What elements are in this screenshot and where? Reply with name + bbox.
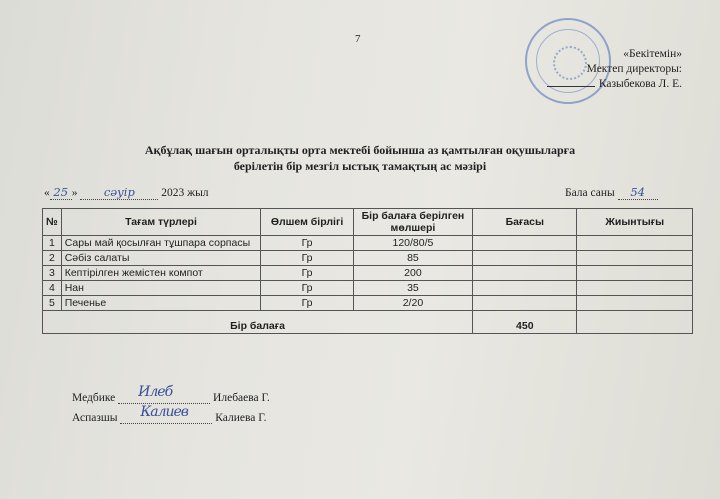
header-unit: Өлшем бірлігі	[261, 209, 354, 236]
header-total: Жиынтығы	[577, 209, 693, 236]
row-total	[577, 296, 693, 311]
row-price	[473, 296, 577, 311]
approval-role: Мектеп директоры:	[586, 63, 682, 75]
approval-name: Казыбекова Л. Е.	[598, 78, 682, 90]
row-total	[577, 266, 693, 281]
table-row	[43, 266, 693, 281]
total-value: 450	[473, 311, 577, 334]
children-count-value: 54	[618, 185, 658, 200]
row-dish: Печенье	[61, 296, 261, 311]
date-field	[44, 185, 209, 200]
row-dish: Нан	[61, 281, 261, 296]
row-portion: 200	[353, 266, 472, 281]
row-number: 2	[43, 251, 62, 266]
row-portion: 85	[353, 251, 472, 266]
row-portion: 2/20	[353, 296, 472, 311]
page-number: 7	[355, 33, 361, 45]
date-day: 25	[50, 185, 72, 200]
row-portion: 120/80/5	[353, 236, 472, 251]
nurse-signature	[72, 384, 270, 404]
row-number: 4	[43, 281, 62, 296]
document-title	[0, 142, 720, 174]
row-number: 5	[43, 296, 62, 311]
menu-table	[42, 208, 693, 334]
nurse-scribble: Илеб	[138, 384, 173, 400]
total-row	[43, 311, 693, 334]
row-unit: Гр	[261, 251, 354, 266]
row-dish: Сары май қосылған тұшпара сорпасы	[61, 236, 261, 251]
row-price	[473, 251, 577, 266]
row-unit: Гр	[261, 266, 354, 281]
children-count-field	[565, 185, 658, 200]
approval-name-line	[547, 77, 682, 92]
total-label: Бір балаға	[43, 311, 473, 334]
row-unit: Гр	[261, 296, 354, 311]
table-row	[43, 251, 693, 266]
date-open-quote: «	[44, 187, 50, 199]
title-line-2: берілетін бір мезгіл ыстық тамақтың ас мәзірі	[233, 159, 487, 173]
approval-label: «Бекітемін»	[623, 48, 682, 60]
header-number: №	[43, 209, 62, 236]
nurse-role: Медбике	[72, 392, 116, 404]
row-price	[473, 281, 577, 296]
row-portion: 35	[353, 281, 472, 296]
nurse-signature-line	[118, 384, 210, 404]
date-month: сәуір	[80, 185, 158, 200]
row-dish: Сәбіз салаты	[61, 251, 261, 266]
row-number: 3	[43, 266, 62, 281]
cook-signature	[72, 404, 267, 424]
row-price	[473, 266, 577, 281]
cook-role: Аспазшы	[72, 412, 118, 424]
table-header-row	[43, 209, 693, 236]
table-row	[43, 296, 693, 311]
row-dish: Кептірілген жемістен компот	[61, 266, 261, 281]
date-year: 2023 жыл	[161, 187, 209, 199]
header-portion: Бір балаға берілген мөлшері	[353, 209, 472, 236]
table-row	[43, 281, 693, 296]
row-total	[577, 281, 693, 296]
title-line-1: Ақбұлақ шағын орталықты орта мектебі бойынша аз қамтылған оқушыларға	[144, 143, 576, 157]
header-price: Бағасы	[473, 209, 577, 236]
children-count-label: Бала саны	[565, 187, 615, 199]
cook-signature-line	[120, 404, 212, 424]
cook-name: Калиева Г.	[215, 412, 267, 424]
director-signature-line	[547, 86, 595, 87]
table-row	[43, 236, 693, 251]
row-unit: Гр	[261, 236, 354, 251]
cook-scribble: Калиев	[140, 404, 188, 420]
row-unit: Гр	[261, 281, 354, 296]
nurse-name: Илебаева Г.	[213, 392, 270, 404]
row-price	[473, 236, 577, 251]
approval-block	[547, 47, 682, 92]
header-dish: Тағам түрлері	[61, 209, 261, 236]
total-empty	[577, 311, 693, 334]
row-number: 1	[43, 236, 62, 251]
row-total	[577, 251, 693, 266]
date-close-quote: »	[71, 187, 78, 199]
row-total	[577, 236, 693, 251]
